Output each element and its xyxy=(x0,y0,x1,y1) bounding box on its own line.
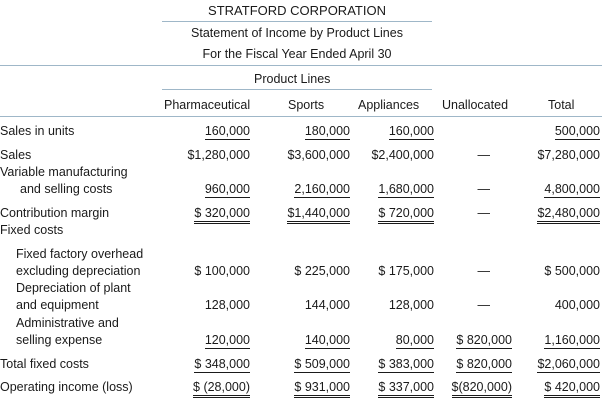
cell-sales-units-appliances: 160,000 xyxy=(388,124,434,138)
cell-sales-total: $7,280,000 xyxy=(537,148,600,162)
row-label-total-fixed: Total fixed costs xyxy=(0,357,89,371)
statement-period: For the Fiscal Year Ended April 30 xyxy=(202,47,392,61)
cell-depreciation-appliances: 128,000 xyxy=(388,298,434,312)
cell-sales-units-pharma: 160,000 xyxy=(204,124,250,138)
row-label-contribution-margin: Contribution margin xyxy=(0,206,110,220)
column-header-sports: Sports xyxy=(288,98,325,112)
cell-operating-income-appliances: $ 337,000 xyxy=(378,380,434,398)
cell-operating-income-unallocated: $(820,000) xyxy=(452,380,512,398)
column-header-total: Total xyxy=(548,98,575,112)
cell-depreciation-total: 400,000 xyxy=(554,298,600,312)
cell-variable-costs-pharma: 960,000 xyxy=(204,182,250,196)
cell-fixed-overhead-pharma: $ 100,000 xyxy=(194,264,250,278)
cell-admin-selling-unallocated: $ 820,000 xyxy=(456,333,512,347)
row-label-fixed-costs: Fixed costs xyxy=(0,223,64,237)
row-label-admin-selling-1: Administrative and xyxy=(16,316,119,330)
cell-total-fixed-appliances: $ 383,000 xyxy=(378,357,434,371)
column-header-pharmaceutical: Pharmaceutical xyxy=(164,98,251,112)
row-label-fixed-overhead-1: Fixed factory overhead xyxy=(16,247,144,261)
cell-admin-selling-pharma: 120,000 xyxy=(204,333,250,347)
row-label-sales-units: Sales in units xyxy=(0,124,75,138)
cell-sales-sports: $3,600,000 xyxy=(287,148,350,162)
cell-depreciation-pharma: 128,000 xyxy=(204,298,250,312)
cell-depreciation-unallocated: — xyxy=(477,298,490,312)
cell-contribution-margin-pharma: $ 320,000 xyxy=(194,206,250,224)
row-label-fixed-overhead-2: excluding depreciation xyxy=(16,264,141,278)
cell-admin-selling-sports: 140,000 xyxy=(304,333,350,347)
row-label-admin-selling-2: selling expense xyxy=(16,333,103,347)
cell-total-fixed-total: $2,060,000 xyxy=(537,357,600,371)
cell-sales-appliances: $2,400,000 xyxy=(371,148,434,162)
cell-total-fixed-sports: $ 509,000 xyxy=(294,357,350,371)
row-label-depreciation-1: Depreciation of plant xyxy=(16,281,131,295)
cell-fixed-overhead-total: $ 500,000 xyxy=(544,264,600,278)
cell-operating-income-sports: $ 931,000 xyxy=(294,380,350,398)
row-label-depreciation-2: and equipment xyxy=(16,298,99,312)
cell-variable-costs-unallocated: — xyxy=(477,182,490,196)
cell-contribution-margin-sports: $1,440,000 xyxy=(287,206,350,224)
cell-contribution-margin-unallocated: — xyxy=(477,206,490,220)
column-header-unallocated: Unallocated xyxy=(442,98,509,112)
cell-contribution-margin-total: $2,480,000 xyxy=(537,206,600,224)
statement-title: Statement of Income by Product Lines xyxy=(191,26,403,40)
product-lines-label: Product Lines xyxy=(254,72,331,86)
column-header-appliances: Appliances xyxy=(358,98,420,112)
cell-admin-selling-total: 1,160,000 xyxy=(544,333,600,347)
cell-variable-costs-total: 4,800,000 xyxy=(544,182,600,196)
cell-variable-costs-sports: 2,160,000 xyxy=(294,182,350,196)
row-label-operating-income: Operating income (loss) xyxy=(0,380,133,394)
cell-operating-income-total: $ 420,000 xyxy=(544,380,600,398)
cell-sales-unallocated: — xyxy=(477,148,490,162)
cell-total-fixed-unallocated: $ 820,000 xyxy=(456,357,512,371)
cell-admin-selling-appliances: 80,000 xyxy=(395,333,434,347)
row-label-variable-costs-2: and selling costs xyxy=(20,182,113,196)
cell-sales-pharma: $1,280,000 xyxy=(187,148,250,162)
cell-operating-income-pharma: $ (28,000) xyxy=(193,380,250,398)
cell-contribution-margin-appliances: $ 720,000 xyxy=(378,206,434,224)
cell-fixed-overhead-sports: $ 225,000 xyxy=(294,264,350,278)
row-label-variable-costs-1: Variable manufacturing xyxy=(0,165,128,179)
row-label-sales: Sales xyxy=(0,148,32,162)
cell-fixed-overhead-appliances: $ 175,000 xyxy=(378,264,434,278)
cell-depreciation-sports: 144,000 xyxy=(304,298,350,312)
cell-sales-units-total: 500,000 xyxy=(554,124,600,138)
cell-variable-costs-appliances: 1,680,000 xyxy=(378,182,434,196)
cell-total-fixed-pharma: $ 348,000 xyxy=(194,357,250,371)
company-name: STRATFORD CORPORATION xyxy=(208,3,386,18)
cell-sales-units-sports: 180,000 xyxy=(304,124,350,138)
cell-fixed-overhead-unallocated: — xyxy=(477,264,490,278)
